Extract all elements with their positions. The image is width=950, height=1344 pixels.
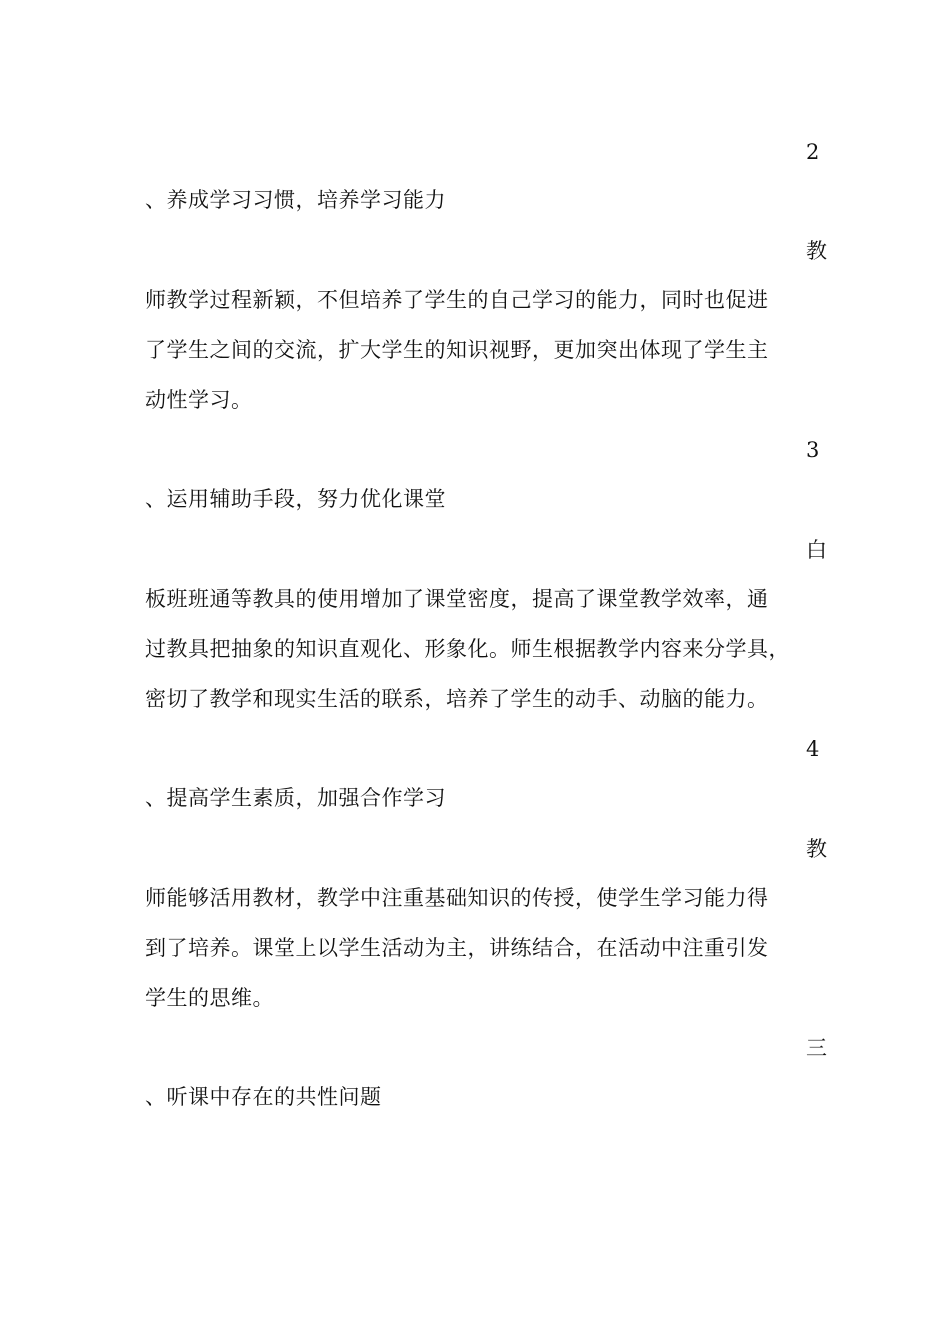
section-number: 3	[806, 438, 820, 462]
paragraph-lead-char: 白	[806, 538, 827, 562]
paragraph-line: 师能够活用教材，教学中注重基础知识的传授，使学生学习能力得	[145, 886, 769, 910]
section-heading: 、听课中存在的共性问题	[145, 1085, 382, 1109]
paragraph-line: 板班班通等教具的使用增加了课堂密度，提高了课堂教学效率，通	[145, 587, 769, 611]
paragraph-line: 动性学习。	[145, 388, 253, 412]
paragraph-line: 过教具把抽象的知识直观化、形象化。师生根据教学内容来分学具，	[145, 637, 790, 661]
section-heading: 、运用辅助手段，努力优化课堂	[145, 487, 446, 511]
paragraph-line: 密切了教学和现实生活的联系，培养了学生的动手、动脑的能力。	[145, 687, 769, 711]
paragraph-lead-char: 教	[806, 239, 827, 263]
section-heading: 、养成学习习惯，培养学习能力	[145, 188, 446, 212]
paragraph-line: 师教学过程新颖，不但培养了学生的自己学习的能力，同时也促进	[145, 288, 769, 312]
section-heading: 、提高学生素质，加强合作学习	[145, 786, 446, 810]
section-number: 三	[806, 1036, 827, 1060]
paragraph-lead-char: 教	[806, 837, 827, 861]
section-number: 2	[806, 140, 820, 164]
paragraph-line: 学生的思维。	[145, 986, 274, 1010]
paragraph-line: 到了培养。课堂上以学生活动为主，讲练结合，在活动中注重引发	[145, 936, 769, 960]
paragraph-line: 了学生之间的交流，扩大学生的知识视野，更加突出体现了学生主	[145, 338, 769, 362]
section-number: 4	[806, 737, 820, 761]
